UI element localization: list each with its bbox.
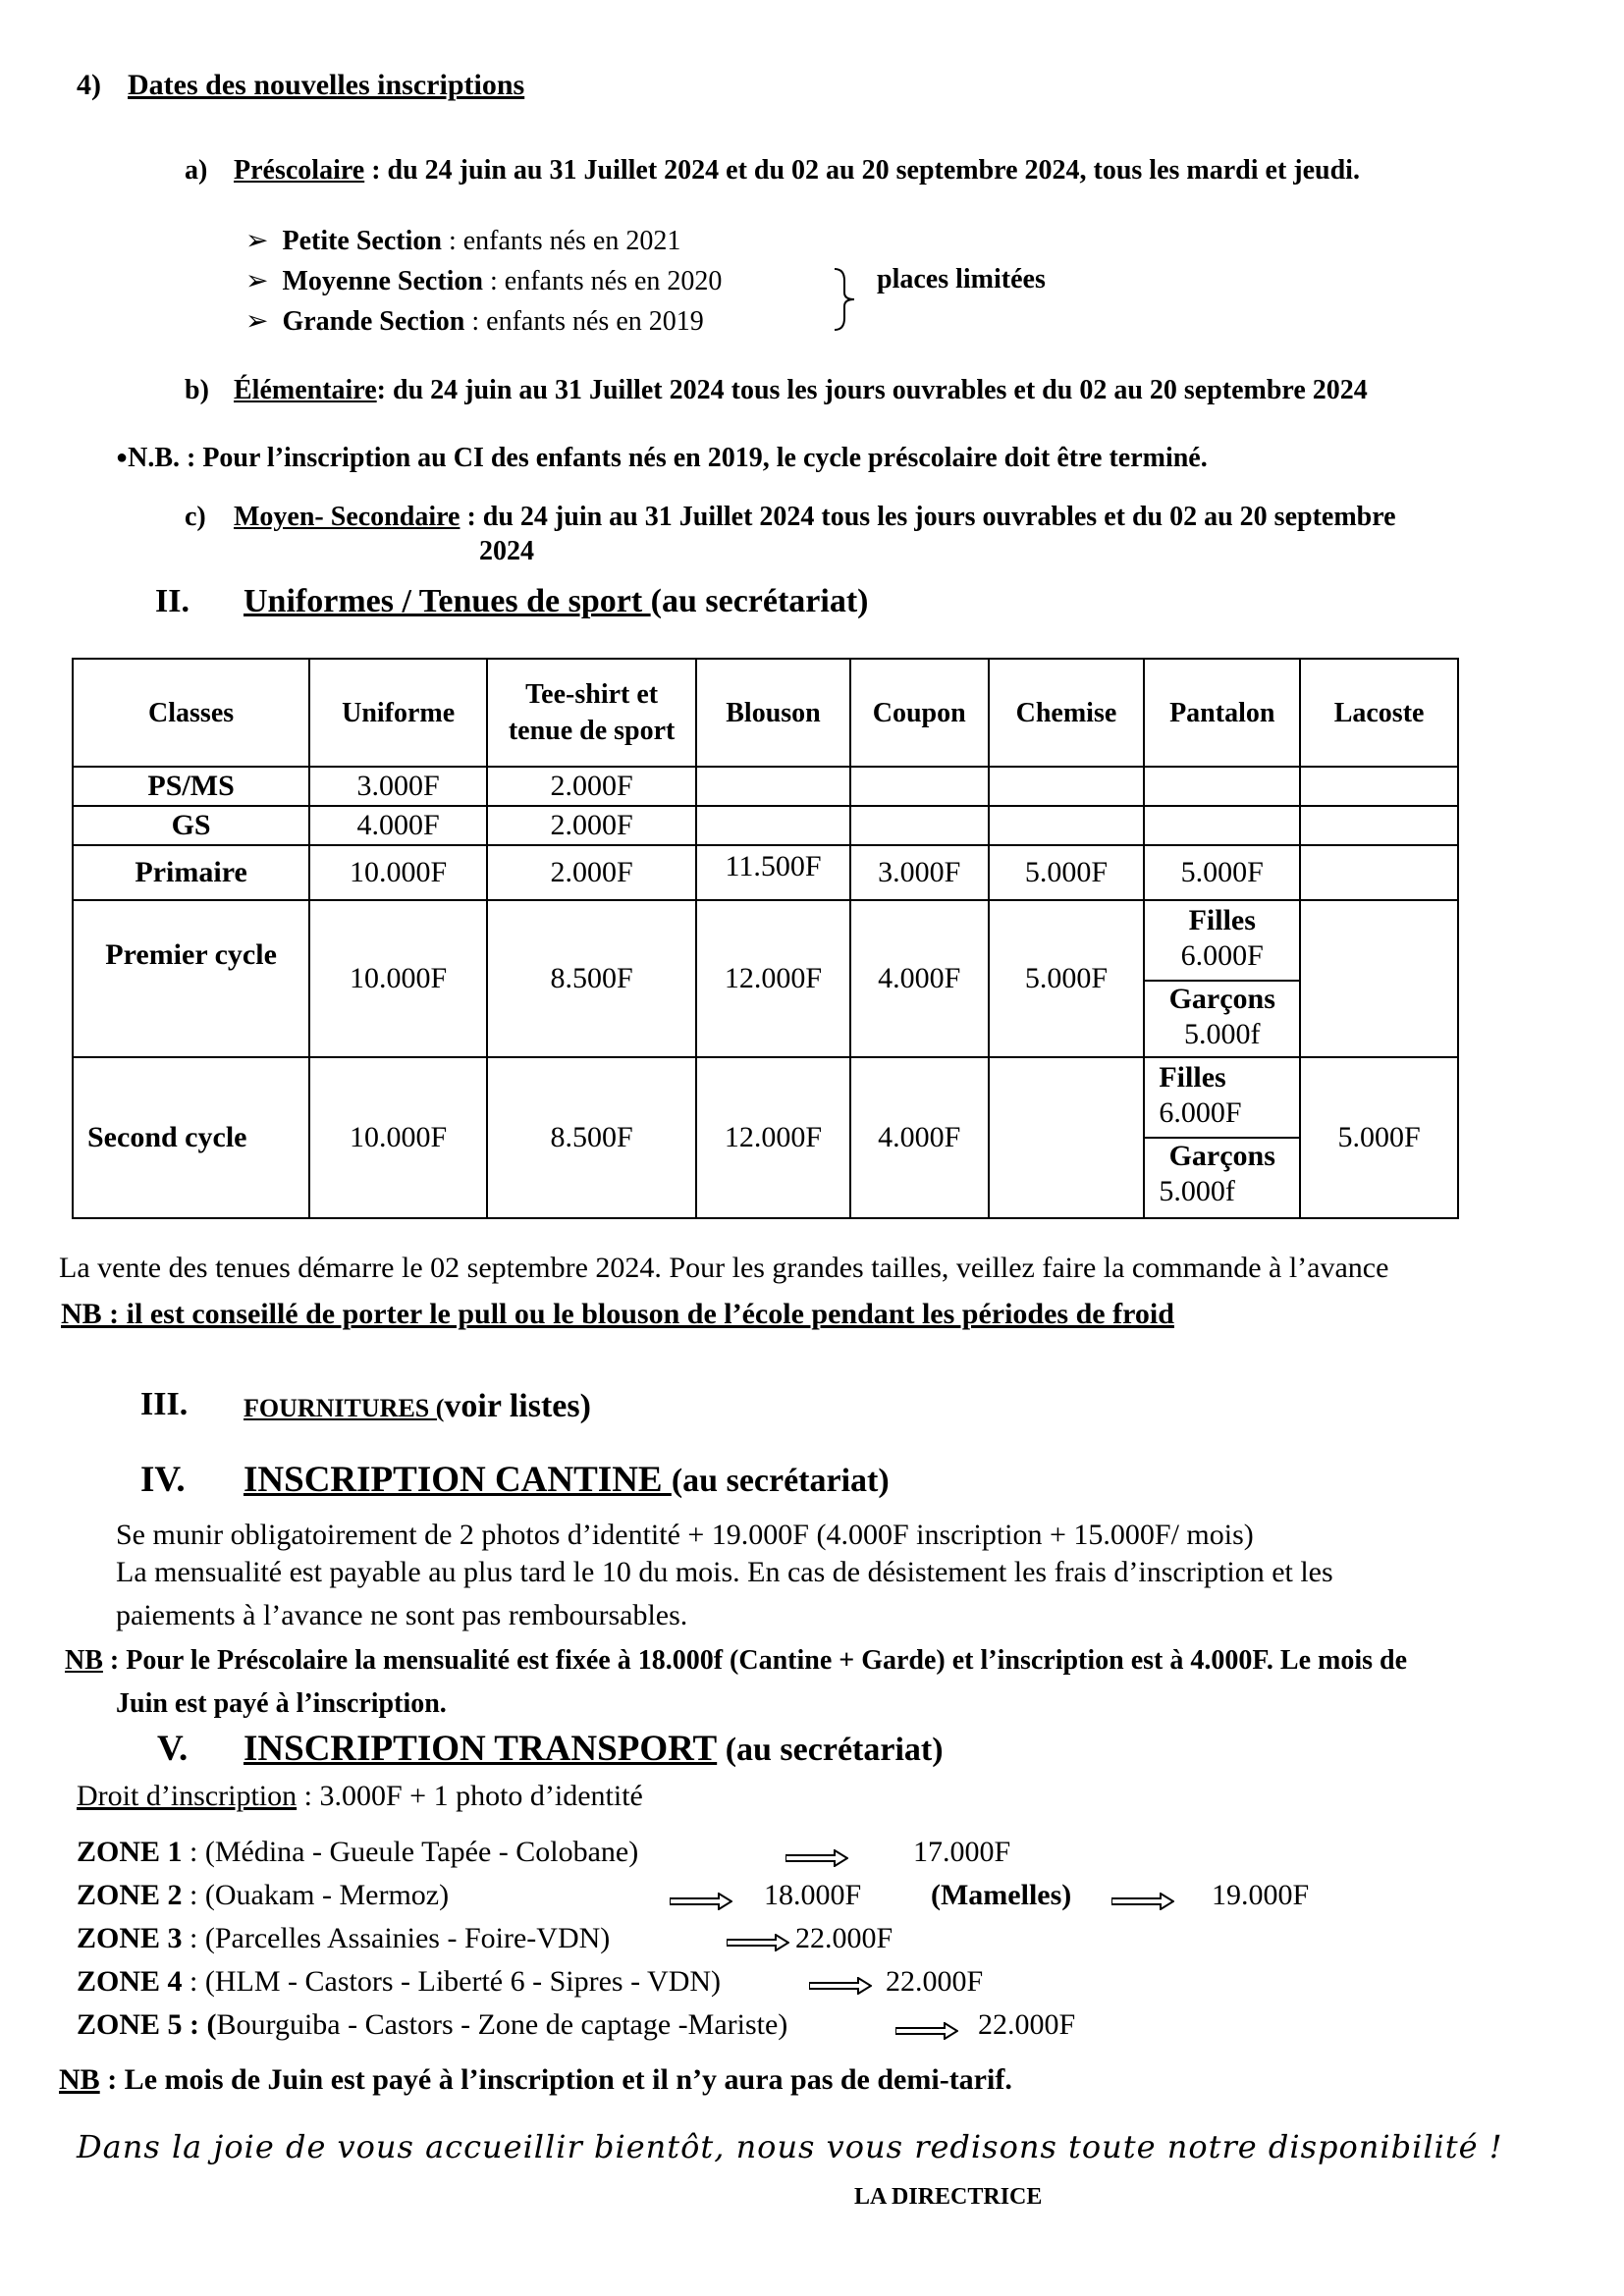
table-row	[73, 900, 1458, 1057]
secondaire-dates-cont: 2024	[479, 536, 534, 566]
chemise-cell: 5.000F	[989, 845, 1145, 900]
sale-note: La vente des tenues démarre le 02 septembre 2024. Pour les grandes tailles, veillez faire la commande à l’avance	[59, 1252, 1389, 1284]
arrow-right-icon	[670, 1893, 732, 1910]
zone-price: 22.000F	[795, 1922, 893, 1954]
uniforme-cell: 10.000F	[309, 1057, 487, 1218]
header-cell: Blouson	[696, 659, 850, 767]
zone-row	[77, 1836, 638, 1869]
blouson-cell: 11.500F	[696, 845, 850, 900]
coupon-cell: 4.000F	[850, 900, 989, 1057]
arrow-right-icon	[809, 1977, 872, 1995]
section-name: Petite Section	[282, 226, 442, 256]
class-cell: Second cycle	[73, 1057, 309, 1218]
uniforme-cell: 10.000F	[309, 845, 487, 900]
empty-cell	[1300, 767, 1458, 806]
tee-cell: 8.500F	[487, 900, 696, 1057]
zone-price: 22.000F	[886, 1965, 984, 1998]
item-label-c: c)	[185, 502, 206, 532]
nb-froid-note: NB : il est conseillé de porter le pull ou le blouson de l’école pendant les périodes de froid	[61, 1298, 1174, 1330]
pantalon-filles	[1145, 1058, 1299, 1137]
prescolaire-dates: : du 24 juin au 31 Juillet 2024 et du 02 au 20 septembre 2024, tous les mardi et jeudi.	[364, 155, 1360, 186]
pantalon-cell: 5.000F	[1144, 845, 1300, 900]
section-number: III.	[140, 1386, 189, 1422]
cantine-nb	[65, 1645, 1407, 1677]
section-item-petite	[245, 224, 680, 257]
garcons-price: 5.000f	[1184, 1018, 1261, 1050]
section-title-transport	[244, 1728, 944, 1770]
pantalon-split-cell	[1144, 1057, 1300, 1218]
section-text: : enfants nés en 2021	[441, 226, 681, 256]
header-cell: Pantalon	[1144, 659, 1300, 767]
section-title-cantine	[244, 1459, 890, 1501]
empty-cell	[850, 767, 989, 806]
elementaire-line	[234, 375, 1368, 406]
table-row	[73, 845, 1458, 900]
empty-cell	[1300, 806, 1458, 845]
section-text: : enfants nés en 2020	[483, 266, 723, 296]
empty-cell	[1300, 900, 1458, 1057]
pantalon-split-cell	[1144, 900, 1300, 1057]
nb-ci-text: N.B. : Pour l’inscription au CI des enfants nés en 2019, le cycle préscolaire doit être terminé.	[128, 443, 1208, 473]
coupon-cell: 3.000F	[850, 845, 989, 900]
item-label-b: b)	[185, 375, 209, 405]
section-number: 4)	[77, 69, 101, 101]
zone-row	[77, 1922, 610, 1955]
uniformes-suffix: (au secrétariat)	[650, 583, 869, 619]
nb-text: : Le mois de Juin est payé à l’inscription et il n’y aura pas de demi-tarif.	[99, 2063, 1012, 2096]
uniforme-cell: 3.000F	[309, 767, 487, 806]
arrow-right-icon	[785, 1849, 848, 1867]
filles-price: 6.000F	[1180, 939, 1264, 972]
nb-label: NB	[65, 1645, 103, 1676]
transport-title: INSCRIPTION TRANSPORT	[244, 1729, 718, 1769]
section-number: II.	[155, 583, 189, 619]
uniforme-cell: 4.000F	[309, 806, 487, 845]
places-limitees: places limitées	[877, 264, 1046, 294]
droit-text: : 3.000F + 1 photo d’identité	[297, 1780, 643, 1812]
filles-label: Filles	[1188, 904, 1256, 936]
blouson-cell: 12.000F	[696, 900, 850, 1057]
class-cell: PS/MS	[73, 767, 309, 806]
section-item-grande	[245, 304, 704, 338]
lacoste-cell: 5.000F	[1300, 1057, 1458, 1218]
pantalon-garcons	[1145, 1137, 1299, 1217]
section-heading: Dates des nouvelles inscriptions	[128, 69, 525, 101]
garcons-price: 5.000f	[1159, 1175, 1235, 1207]
header-cell: Tee-shirt et tenue de sport	[487, 659, 696, 767]
table-header-row	[73, 659, 1458, 767]
empty-cell	[1144, 806, 1300, 845]
table-row	[73, 767, 1458, 806]
section-text: : enfants nés en 2019	[464, 306, 704, 337]
zone-areas: : (HLM - Castors - Liberté 6 - Sipres - VDN)	[182, 1965, 722, 1998]
empty-cell	[696, 806, 850, 845]
filles-label: Filles	[1159, 1061, 1226, 1094]
uniformes-title: Uniformes / Tenues de sport	[244, 583, 651, 619]
tee-cell: 2.000F	[487, 806, 696, 845]
zone-areas: : (Ouakam - Mermoz)	[182, 1879, 450, 1911]
section-title-fournitures	[244, 1388, 591, 1425]
header-cell: Chemise	[989, 659, 1145, 767]
cantine-line: Se munir obligatoirement de 2 photos d’identité + 19.000F (4.000F inscription + 15.000F/ mois)	[116, 1519, 1254, 1551]
cantine-line: La mensualité est payable au plus tard le 10 du mois. En cas de désistement les frais d’inscription et les	[116, 1556, 1333, 1588]
chemise-cell: 5.000F	[989, 900, 1145, 1057]
cantine-title: INSCRIPTION CANTINE	[244, 1460, 672, 1500]
empty-cell	[696, 767, 850, 806]
empty-cell	[989, 767, 1145, 806]
brace-icon	[831, 267, 858, 332]
transport-nb	[59, 2063, 1012, 2097]
zone-row	[77, 2008, 787, 2042]
header-cell: Lacoste	[1300, 659, 1458, 767]
zone-label: ZONE 5	[77, 2008, 183, 2041]
class-cell: Premier cycle	[73, 900, 309, 1057]
zone-label: ZONE 2	[77, 1879, 183, 1911]
zone-label: ZONE 4	[77, 1965, 183, 1998]
class-cell: GS	[73, 806, 309, 845]
section-item-moyenne	[245, 264, 722, 297]
cantine-nb-cont: Juin est payé à l’inscription.	[116, 1688, 447, 1719]
nb-label: NB	[59, 2063, 100, 2096]
class-cell: Primaire	[73, 845, 309, 900]
section-title-uniformes	[244, 583, 868, 620]
signature: LA DIRECTRICE	[854, 2184, 1043, 2210]
table-row	[73, 806, 1458, 845]
zone-extra-price: 19.000F	[1212, 1879, 1310, 1911]
empty-cell	[989, 806, 1145, 845]
uniform-price-table	[72, 658, 1459, 1219]
zone-areas: Bourguiba - Castors - Zone de captage -Mariste)	[216, 2008, 788, 2041]
section-name: Moyenne Section	[282, 266, 483, 296]
zone-areas-open: : (	[182, 2008, 217, 2041]
arrow-bullet-icon: ➢	[245, 226, 269, 256]
blouson-cell: 12.000F	[696, 1057, 850, 1218]
zone-areas: : (Médina - Gueule Tapée - Colobane)	[182, 1836, 639, 1868]
uniforme-cell: 10.000F	[309, 900, 487, 1057]
table-row	[73, 1057, 1458, 1218]
section-name: Grande Section	[282, 306, 465, 337]
zone-price: 18.000F	[764, 1879, 862, 1911]
garcons-label: Garçons	[1168, 1140, 1275, 1172]
secondaire-dates: : du 24 juin au 31 Juillet 2024 tous les jours ouvrables et du 02 au 20 septembre	[460, 502, 1396, 532]
cantine-suffix: (au secrétariat)	[671, 1463, 890, 1499]
cantine-line: paiements à l’avance ne sont pas remboursables.	[116, 1599, 688, 1631]
nb-ci	[116, 443, 1208, 474]
header-cell: Coupon	[850, 659, 989, 767]
prescolaire-line	[234, 155, 1360, 187]
pantalon-filles	[1145, 901, 1299, 980]
bullet-icon: ●	[116, 447, 129, 468]
arrow-bullet-icon: ➢	[245, 306, 269, 337]
pantalon-garcons	[1145, 980, 1299, 1056]
zone-extra-label: (Mamelles)	[931, 1879, 1072, 1911]
tee-cell: 2.000F	[487, 845, 696, 900]
nb-text: : Pour le Préscolaire la mensualité est fixée à 18.000f (Cantine + Garde) et l’inscription est à 4.000F. Le mois de	[102, 1645, 1408, 1676]
closing-message: Dans la joie de vous accueillir bientôt, nous vous redisons toute notre disponibilité !	[77, 2128, 1503, 2165]
empty-cell	[850, 806, 989, 845]
section-number: IV.	[140, 1460, 186, 1500]
zone-label: ZONE 1	[77, 1836, 183, 1868]
fournitures-title: FOURNITURES (	[244, 1394, 445, 1422]
arrow-right-icon	[1111, 1893, 1174, 1910]
tee-cell: 8.500F	[487, 1057, 696, 1218]
zone-areas: : (Parcelles Assainies - Foire-VDN)	[182, 1922, 611, 1954]
header-cell: Uniforme	[309, 659, 487, 767]
empty-cell	[1300, 845, 1458, 900]
arrow-bullet-icon: ➢	[245, 266, 269, 296]
zone-price: 17.000F	[913, 1836, 1011, 1868]
secondaire-line	[234, 502, 1396, 533]
transport-suffix: (au secrétariat)	[717, 1732, 944, 1768]
secondaire-title: Moyen- Secondaire	[234, 502, 460, 532]
item-label-a: a)	[185, 155, 208, 186]
coupon-cell: 4.000F	[850, 1057, 989, 1218]
header-cell: Classes	[73, 659, 309, 767]
elementaire-title: Élémentaire	[234, 375, 377, 405]
droit-inscription	[77, 1780, 643, 1813]
zone-row	[77, 1879, 449, 1912]
elementaire-dates: : du 24 juin au 31 Juillet 2024 tous les jours ouvrables et du 02 au 20 septembre 2024	[376, 375, 1368, 405]
empty-cell	[989, 1057, 1145, 1218]
filles-price: 6.000F	[1159, 1096, 1242, 1129]
zone-label: ZONE 3	[77, 1922, 183, 1954]
tee-cell: 2.000F	[487, 767, 696, 806]
garcons-label: Garçons	[1168, 983, 1275, 1015]
zone-row	[77, 1965, 721, 1999]
arrow-right-icon	[895, 2022, 958, 2040]
zone-price: 22.000F	[978, 2008, 1076, 2041]
empty-cell	[1144, 767, 1300, 806]
section-number: V.	[157, 1729, 189, 1769]
fournitures-suffix: voir listes)	[444, 1388, 591, 1424]
prescolaire-title: Préscolaire	[234, 155, 365, 186]
droit-label: Droit d’inscription	[77, 1780, 298, 1812]
arrow-right-icon	[727, 1934, 789, 1951]
